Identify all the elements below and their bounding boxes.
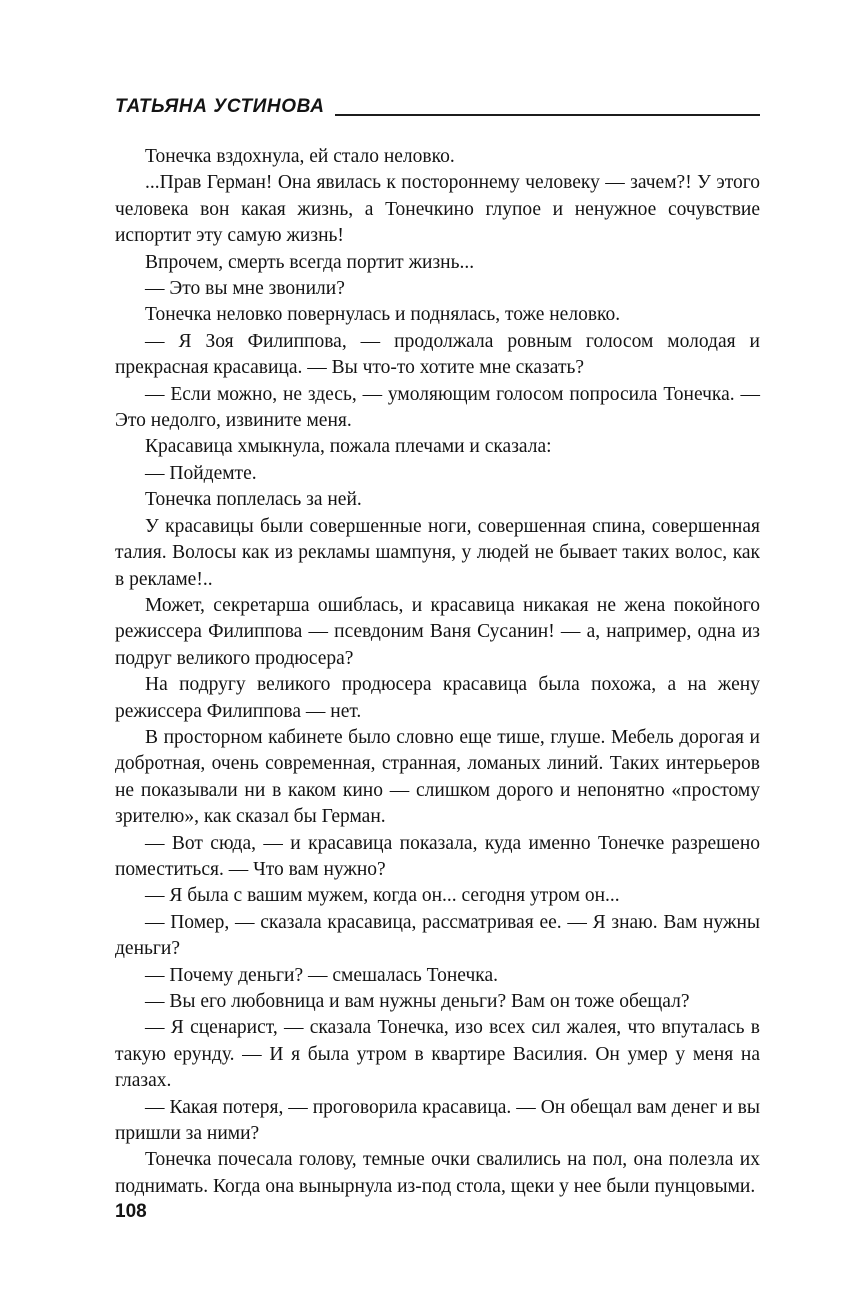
paragraph: Тонечка вздохнула, ей стало неловко. xyxy=(145,146,455,167)
paragraph: — Вот сюда, — и красавица показала, куда именно Тонечке разрешено поместиться. — Что вам нужно? xyxy=(115,832,760,880)
paragraph: Впрочем, смерть всегда портит жизнь... xyxy=(145,251,475,273)
paragraph: Тонечка неловко повернулась и поднялась, тоже неловко. xyxy=(145,304,621,326)
paragraph: — Вы его любовница и вам нужны деньги? Вам он тоже обещал? xyxy=(145,991,690,1012)
paragraph: — Я сценарист, — сказала Тонечка, изо всех сил жалея, что впуталась в такую ерунду. — И я была утром в квартире Василия. Он умер у меня на глазах. xyxy=(115,1017,760,1092)
paragraph: — Я была с вашим мужем, когда он... сегодня утром он... xyxy=(145,885,620,907)
body-text xyxy=(115,144,760,1200)
paragraph: В просторном кабинете было словно еще тише, глуше. Мебель дорогая и добротная, очень современная, странная, ломаных линий. Таких интерьеров не показывали ни в каком кино — слишком дорого и непонятно «простому зрителю», как сказал бы Герман. xyxy=(115,726,760,828)
paragraph: — Если можно, не здесь, — умоляющим голосом попросила Тонечка. — Это недолго, извините меня. xyxy=(115,383,760,432)
paragraph: — Это вы мне звонили? xyxy=(145,278,345,300)
paragraph: На подругу великого продюсера красавица была похожа, а на жену режиссера Филиппова — нет. xyxy=(115,674,760,722)
author-name: ТАТЬЯНА УСТИНОВА xyxy=(115,96,325,117)
paragraph: ...Прав Герман! Она явилась к постороннему человеку — зачем?! У этого человека вон какая жизнь, а Тонечкино глупое и ненужное сочувствие испортит эту самую жизнь! xyxy=(115,172,760,247)
paragraph: — Пойдемте. xyxy=(145,462,257,484)
header-rule xyxy=(335,114,760,116)
paragraph: Красавица хмыкнула, пожала плечами и сказала: xyxy=(145,436,552,458)
paragraph: Может, секретарша ошиблась, и красавица никакая не жена покойного режиссера Филиппова — псевдоним Ваня Сусанин! — а, например, одна из подруг великого продюсера? xyxy=(115,594,760,669)
paragraph: У красавицы были совершенные ноги, совершенная спина, совершенная талия. Волосы как из рекламы шампуня, у людей не бывает таких волос, как в рекламе!.. xyxy=(115,515,760,590)
paragraph: — Почему деньги? — смешалась Тонечка. xyxy=(145,964,498,986)
paragraph: — Какая потеря, — проговорила красавица. — Он обещал вам денег и вы пришли за ними? xyxy=(115,1096,760,1145)
page-number: 108 xyxy=(115,1201,147,1222)
paragraph: — Я Зоя Филиппова, — продолжала ровным голосом молодая и прекрасная красавица. — Вы что-то хотите мне сказать? xyxy=(115,330,760,379)
paragraph: Тонечка почесала голову, темные очки свалились на пол, она полезла их поднимать. Когда она вынырнула из-под стола, щеки у нее были пунцовыми. xyxy=(115,1149,760,1197)
paragraph: Тонечка поплелась за ней. xyxy=(145,489,362,511)
page-footer xyxy=(115,1201,147,1223)
paragraph: — Помер, — сказала красавица, рассматривая ее. — Я знаю. Вам нужны деньги? xyxy=(115,911,760,960)
running-header xyxy=(115,96,760,120)
